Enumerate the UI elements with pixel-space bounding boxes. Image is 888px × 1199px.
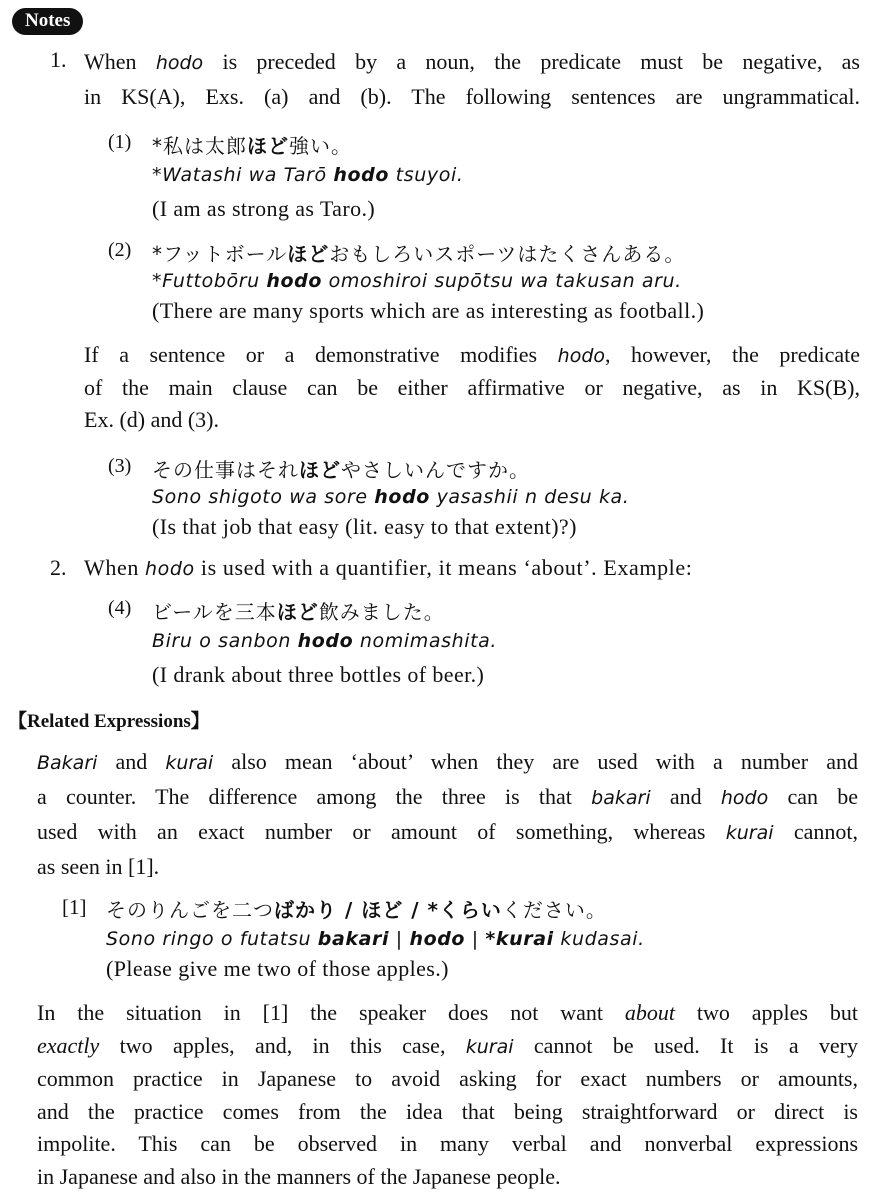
note-1-paragraph [84,339,860,436]
notes-badge: Notes [12,8,83,35]
example-2-japanese: *フットボールほどおもしろいスポーツはたくさんある。 [152,242,686,266]
term-hodo: hodo [155,52,204,74]
example-bracket-1-translation: (Please give me two of those apples.) [106,956,449,981]
example-2-romaji: *Futtobōru hodo omoshiroi supōtsu wa takusan aru. [152,270,682,292]
note-1-line-2: in KS(A), Exs. (a) and (b). The following sentences are ungrammatical. [84,84,860,109]
related-p2-line-2: exactly two apples, and, in this case, kurai cannot be used. It is a very [37,1032,858,1058]
note-2-text: When hodo is used with a quantifier, it means ‘about’. Example: [84,555,693,580]
example-4-translation: (I drank about three bottles of beer.) [152,662,485,687]
related-expressions-heading: 【Related Expressions】 [8,711,210,732]
paragraph-line-2: of the main clause can be either affirmative or negative, as in KS(B), [84,375,860,400]
example-label-4: (4) [108,597,132,619]
related-p1-line-3: used with an exact number or amount of something, whereas kurai cannot, [37,819,858,844]
example-1-japanese: *私は太郎ほど強い。 [152,134,352,158]
related-p1-line-4: as seen in [1]. [37,854,160,879]
example-3-romaji: Sono shigoto wa sore hodo yasashii n desu ka. [152,486,630,508]
example-3-japanese: その仕事はそれほどやさしいんですか。 [152,458,530,482]
example-bracket-1-japanese: そのりんごを二つばかり / ほど / *くらいください。 [106,898,607,922]
related-p2-line-4: and the practice comes from the idea that being straightforward or direct is [37,1098,858,1124]
related-paragraph-1 [37,745,858,883]
example-label-bracket-1: [1] [62,895,87,919]
related-p1-line-2: a counter. The difference among the three is that bakari and hodo can be [37,784,859,809]
example-4-japanese: ビールを三本ほど飲みました。 [152,600,445,624]
example-bracket-1-romaji: Sono ringo o futatsu bakari | hodo | *kurai kudasai. [106,928,645,950]
example-label-1: (1) [108,131,132,153]
example-label-3: (3) [108,455,132,477]
term-hodo: hodo [145,558,195,580]
example-label-2: (2) [108,239,132,261]
example-1-translation: (I am as strong as Taro.) [152,196,376,221]
related-p1-line-1: Bakari and kurai also mean ‘about’ when they are used with a number and [37,749,858,774]
related-p2-line-5: impolite. This can be observed in many verbal and nonverbal expressions [37,1131,858,1156]
related-paragraph-2 [37,997,858,1193]
note-number-2: 2. [50,555,67,580]
related-p2-line-3: common practice in Japanese to avoid asking for exact numbers or amounts, [37,1066,858,1091]
example-4-romaji: Biru o sanbon hodo nomimashita. [152,630,498,652]
example-3-translation: (Is that job that easy (lit. easy to that extent)?) [152,514,577,539]
paragraph-line-3: Ex. (d) and (3). [84,407,220,432]
term-hodo: hodo [557,345,606,367]
related-p2-line-6: in Japanese and also in the manners of the Japanese people. [37,1163,561,1189]
paragraph-line-1: If a sentence or a demonstrative modifies hodo, however, the predicate [84,342,860,367]
note-1-text [84,45,860,113]
note-number-1: 1. [50,47,67,72]
example-1-romaji: *Watashi wa Tarō hodo tsuyoi. [152,164,464,186]
example-2-translation: (There are many sports which are as interesting as football.) [152,298,705,323]
note-1-line-1: When hodo is preceded by a noun, the predicate must be negative, as [84,49,860,74]
related-p2-line-1: In the situation in [1] the speaker does not want about two apples but [37,1000,858,1025]
